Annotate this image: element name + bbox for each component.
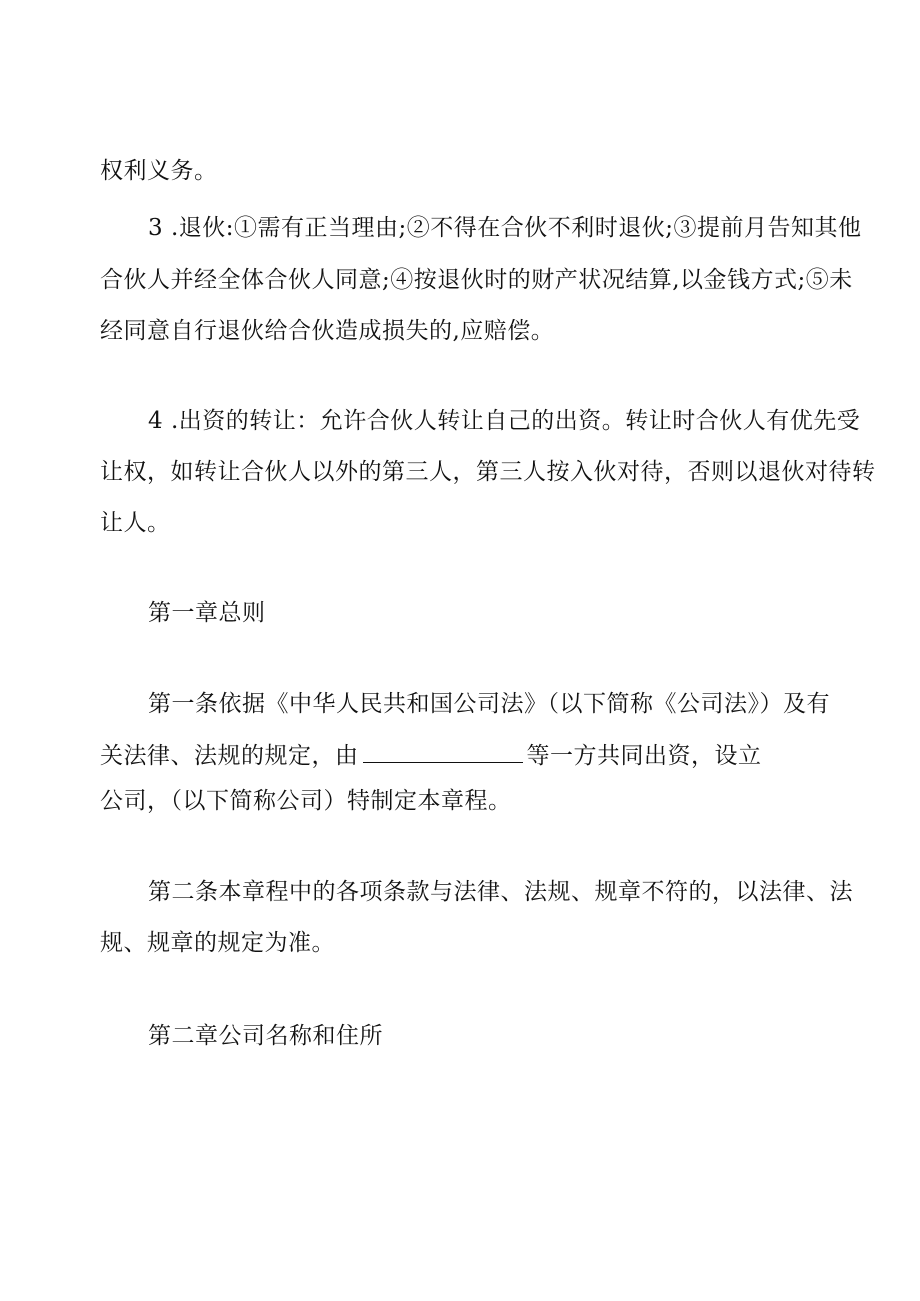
paragraph-line: 让权，如转让合伙人以外的第三人，第三人按入伙对待，否则以退伙对待转 xyxy=(100,459,876,485)
paragraph-line: 规、规章的规定为准。 xyxy=(100,930,335,956)
text-before-blank: 关法律、法规的规定，由 xyxy=(100,743,359,769)
paragraph-line: 3 .退伙:①需有正当理由;②不得在合伙不利时退伙;③提前月告知其他 xyxy=(148,215,862,241)
paragraph-line: 第二条本章程中的各项条款与法律、法规、规章不符的，以法律、法 xyxy=(148,879,853,905)
paragraph-line: 权利义务。 xyxy=(100,158,218,184)
fill-in-blank xyxy=(363,740,523,763)
text-after-blank: 等一方共同出资，设立 xyxy=(526,743,762,769)
paragraph-line: 第一条依据《中华人民共和国公司法》（以下简称《公司法》）及有 xyxy=(148,691,830,717)
paragraph-line: 公司，（以下简称公司）特制定本章程。 xyxy=(100,788,512,814)
paragraph-line: 让人。 xyxy=(100,510,171,536)
paragraph-line: 4 .出资的转让：允许合伙人转让自己的出资。转让时合伙人有优先受 xyxy=(148,408,861,434)
chapter-heading: 第一章总则 xyxy=(148,600,266,626)
paragraph-line: 经同意自行退伙给合伙造成损失的,应赔偿。 xyxy=(100,318,555,344)
paragraph-line-with-blank xyxy=(100,740,762,771)
chapter-heading: 第二章公司名称和住所 xyxy=(148,1023,383,1049)
paragraph-line: 合伙人并经全体合伙人同意;④按退伙时的财产状况结算,以金钱方式;⑤未 xyxy=(100,267,853,293)
